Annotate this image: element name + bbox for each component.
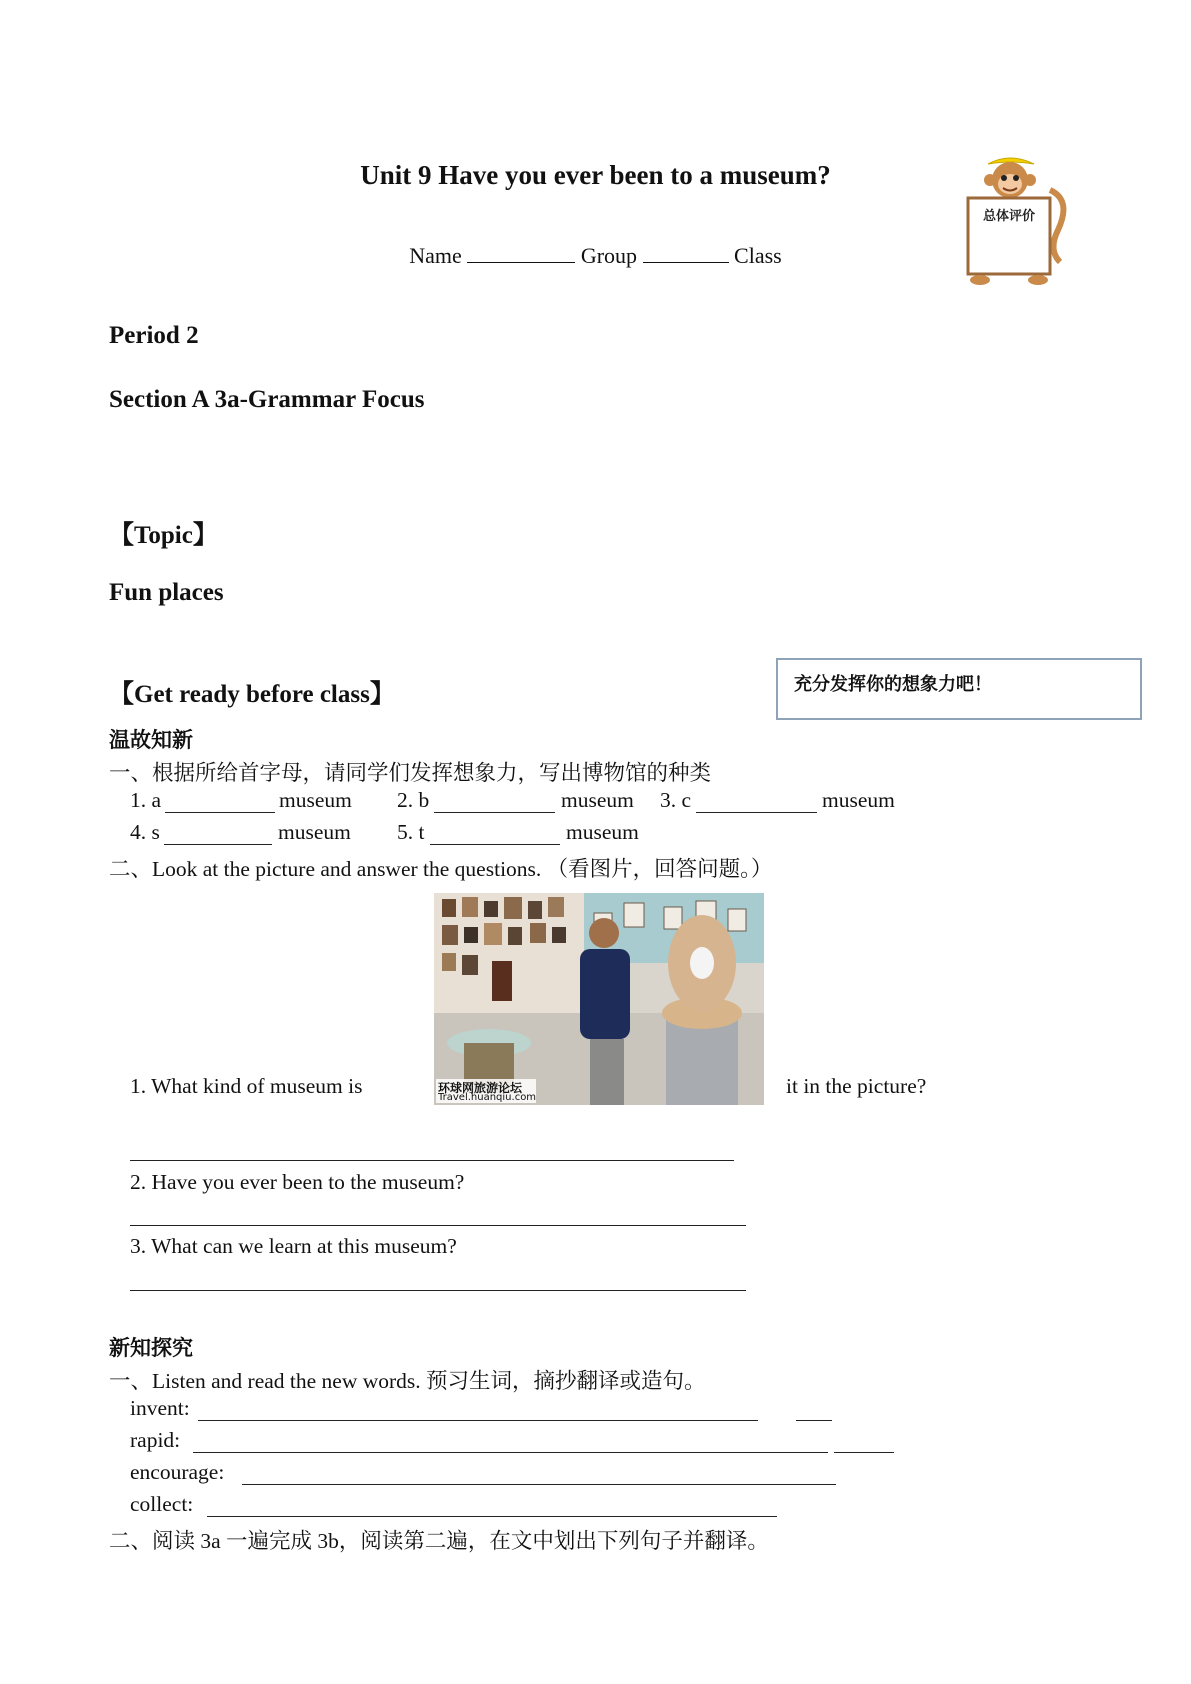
review-heading: 温故知新	[109, 728, 193, 752]
item-1-suffix: museum	[279, 788, 352, 812]
item-3-suffix: museum	[822, 788, 895, 812]
item-1-label: 1. a	[130, 788, 162, 812]
period-heading: Period 2	[109, 322, 199, 349]
word-rapid-line-extra[interactable]	[834, 1452, 894, 1453]
get-ready-heading: 【Get ready before class】	[109, 681, 395, 708]
word-collect: collect:	[130, 1492, 194, 1516]
word-encourage: encourage:	[130, 1460, 225, 1484]
word-encourage-line[interactable]	[242, 1484, 836, 1485]
word-rapid: rapid:	[130, 1428, 181, 1452]
new-heading: 新知探究	[109, 1336, 193, 1360]
question-2: 2. Have you ever been to the museum?	[130, 1170, 465, 1194]
answer-1-line[interactable]	[130, 1160, 734, 1161]
item-5-blank[interactable]	[430, 844, 560, 845]
topic-text: Fun places	[109, 579, 224, 606]
photo-watermark-cn: 环球网旅游论坛	[438, 1081, 523, 1095]
item-5-suffix: museum	[566, 820, 639, 844]
name-blank[interactable]	[467, 244, 575, 263]
photo-watermark-url: Travel.huanqiu.com	[438, 1092, 537, 1103]
item-2-blank[interactable]	[434, 812, 555, 813]
question-3: 3. What can we learn at this museum?	[130, 1234, 457, 1258]
item-3-label: 3. c	[660, 788, 692, 812]
topic-heading: 【Topic】	[109, 522, 218, 549]
word-rapid-line[interactable]	[193, 1452, 828, 1453]
question-1-start: 1. What kind of museum is	[130, 1074, 363, 1098]
new-part1-instruction: 一、Listen and read the new words. 预习生词，摘抄翻译或造句。	[109, 1369, 706, 1393]
item-4-suffix: museum	[278, 820, 351, 844]
section-heading: Section A 3a-Grammar Focus	[109, 386, 425, 413]
museum-photo	[434, 893, 764, 1105]
item-1-blank[interactable]	[165, 812, 275, 813]
item-2-suffix: museum	[561, 788, 634, 812]
badge-text: 总体评价	[982, 209, 1036, 224]
class-label: Class	[734, 243, 782, 268]
name-label: Name	[409, 243, 462, 268]
tip-text: 充分发挥你的想象力吧！	[794, 674, 992, 695]
group-label: Group	[580, 243, 638, 268]
review-part1-instruction: 一、根据所给首字母，请同学们发挥想象力，写出博物馆的种类	[109, 761, 712, 786]
answer-3-line[interactable]	[130, 1290, 746, 1291]
item-2-label: 2. b	[397, 788, 430, 812]
word-invent: invent:	[130, 1396, 190, 1420]
tip-box	[776, 658, 1142, 720]
item-5-label: 5. t	[397, 820, 425, 844]
new-part2-instruction: 二、阅读 3a 一遍完成 3b，阅读第二遍，在文中划出下列句子并翻译。	[109, 1529, 769, 1553]
answer-2-line[interactable]	[130, 1225, 746, 1226]
group-blank[interactable]	[643, 244, 729, 263]
item-3-blank[interactable]	[696, 812, 817, 813]
review-part2-instruction: 二、Look at the picture and answer the questions. （看图片，回答问题。）	[109, 857, 773, 881]
word-invent-line[interactable]	[198, 1420, 758, 1421]
word-invent-line-extra[interactable]	[796, 1420, 832, 1421]
question-1-end: it in the picture?	[786, 1074, 927, 1098]
page-title: Unit 9 Have you ever been to a museum?	[360, 160, 831, 190]
item-4-blank[interactable]	[164, 844, 272, 845]
monkey-badge-icon	[950, 150, 1075, 290]
word-collect-line[interactable]	[207, 1516, 777, 1517]
item-4-label: 4. s	[130, 820, 160, 844]
